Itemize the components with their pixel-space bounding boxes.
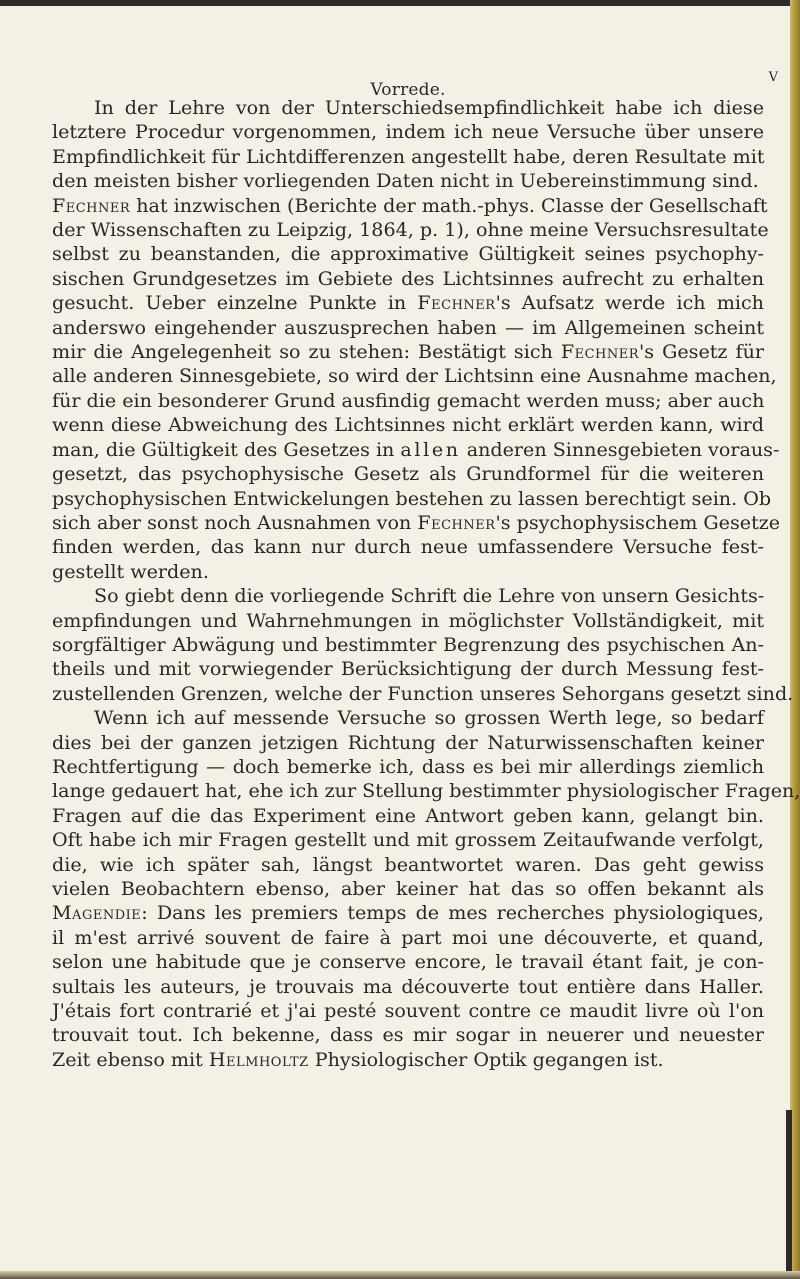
text-segment: Zeit ebenso mit (52, 1047, 209, 1071)
text-line (52, 950, 764, 974)
text-segment: der Wissenschaften zu Leipzig, 1864, p. 1), ohne meine Versuchsresultate (52, 218, 769, 242)
text-line (52, 218, 769, 242)
text-line (52, 828, 764, 852)
text-line (52, 316, 764, 340)
text-line (52, 1023, 764, 1047)
text-segment: psychophysischen Entwickelungen bestehen zu lassen berechtigt sein. Ob (52, 486, 772, 510)
text-line (52, 96, 764, 120)
text-segment: alle anderen Sinnesgebiete, so wird der Lichtsinn eine Ausnahme machen, (52, 364, 777, 388)
text-segment: Rechtfertigung — doch bemerke ich, dass es bei mir allerdings ziemlich (52, 754, 764, 778)
text-line (52, 267, 764, 291)
text-line (52, 804, 764, 828)
text-segment: 's Gesetz für (639, 340, 764, 364)
text-segment: theils und mit vorwiegender Berücksichtigung der durch Messung fest- (52, 657, 764, 681)
text-line (52, 609, 764, 633)
author-name: Helmholtz (208, 1047, 309, 1071)
text-segment: wenn diese Abweichung des Lichtsinnes nicht erklärt werden kann, wird (52, 413, 764, 437)
text-line (52, 853, 764, 877)
text-line (52, 975, 764, 999)
text-segment: Fragen auf die das Experiment eine Antwort geben kann, gelangt bin. (52, 803, 764, 827)
text-line (52, 364, 777, 388)
text-segment: In der Lehre von der Unterschiedsempfindlichkeit habe ich diese (94, 96, 764, 119)
text-segment: den meisten bisher vorliegenden Daten nicht in Uebereinstimmung sind. (52, 169, 759, 193)
text-line (52, 681, 794, 706)
text-segment: Physiologischer Optik gegangen ist. (308, 1047, 664, 1071)
text-segment: gestellt werden. (52, 559, 209, 583)
text-line (52, 1048, 764, 1072)
text-line (52, 877, 764, 901)
text-segment: dies bei der ganzen jetzigen Richtung der Naturwissenschaften keiner (52, 730, 764, 754)
emphasized-word: allen (400, 437, 461, 461)
text-line (52, 755, 764, 779)
text-line (52, 120, 764, 144)
text-line (52, 657, 764, 681)
text-line (52, 633, 764, 657)
text-segment: 's Aufsatz werde ich mich (495, 291, 764, 315)
author-name: Fechner (417, 510, 496, 534)
text-segment: finden werden, das kann nur durch neue umfassendere Versuche fest- (52, 535, 764, 559)
text-segment: gesucht. Ueber einzelne Punkte in (52, 291, 418, 315)
text-segment: sultais les auteurs, je trouvais ma découverte tout entière dans Haller. (52, 974, 764, 998)
page-number: V (768, 70, 778, 85)
text-line (52, 462, 764, 486)
text-segment: Oft habe ich mir Fragen gestellt und mit grossem Zeitaufwande verfolgt, (52, 828, 764, 852)
text-line (52, 731, 764, 755)
text-segment: letztere Procedur vorgenommen, indem ich neue Versuche über unsere (52, 120, 764, 144)
text-line (52, 437, 780, 462)
author-name: Magendie (52, 901, 142, 925)
text-line (52, 560, 764, 584)
text-segment: lange gedauert hat, ehe ich zur Stellung bestimmter physiologischer Fragen, (52, 779, 800, 803)
text-segment: für die ein besonderer Grund ausfindig gemacht werden muss; aber auch (52, 388, 765, 412)
text-line (52, 169, 764, 193)
text-segment: : Dans les premiers temps de mes recherches physiologiques, (141, 901, 764, 925)
text-line (52, 145, 764, 169)
text-segment: il m'est arrivé souvent de faire à part moi une découverte, et quand, (52, 925, 764, 949)
text-segment: empfindungen und Wahrnehmungen in möglichster Vollständigkeit, mit (52, 608, 764, 632)
text-line (52, 706, 764, 730)
body-text (52, 96, 800, 1072)
text-segment: zustellenden Grenzen, welche der Function unseres Sehorgans gesetzt sind. (52, 681, 794, 705)
text-segment: 's psychophysischem Gesetze (495, 510, 781, 534)
text-segment: J'étais fort contrarié et j'ai pesté souvent contre ce maudit livre où l'on (52, 999, 764, 1023)
text-line (52, 901, 764, 925)
running-title: Vorrede. (370, 80, 446, 100)
text-line (52, 926, 764, 950)
text-line (52, 242, 764, 266)
text-segment: trouvait tout. Ich bekenne, dass es mir sogar in neuerer und neuester (52, 1023, 764, 1047)
text-segment: anderswo eingehender auszusprechen haben — im Allgemeinen scheint (52, 315, 764, 339)
page-right-edge (790, 0, 800, 1279)
author-name: Fechner (52, 193, 131, 217)
author-name: Fechner (560, 340, 640, 364)
text-segment: selbst zu beanstanden, die approximative Gültigkeit seines psychophy- (52, 242, 764, 266)
text-segment: So giebt denn die vorliegende Schrift die Lehre von unsern Gesichts- (94, 584, 765, 608)
page-top-edge (0, 0, 800, 6)
text-segment: Empfindlichkeit für Lichtdifferenzen angestellt habe, deren Resultate mit (52, 144, 765, 168)
text-line (52, 584, 764, 608)
text-segment: mir die Angelegenheit so zu stehen: Bestätigt sich (52, 340, 561, 364)
page-bottom-edge (0, 1271, 800, 1279)
text-line (52, 779, 800, 803)
text-line (52, 535, 764, 559)
text-segment: selon une habitude que je conserve encore, le travail étant fait, je con- (52, 950, 764, 974)
text-segment: sorgfältiger Abwägung und bestimmter Begrenzung des psychischen An- (52, 632, 764, 656)
text-segment: hat inzwischen (Berichte der math.-phys. Classe der Gesellschaft (130, 193, 768, 217)
text-line (52, 340, 764, 364)
text-segment: man, die Gültigkeit des Gesetzes in (52, 437, 401, 461)
text-segment: die, wie ich später sah, längst beantwortet waren. Das geht gewiss (52, 852, 764, 876)
author-name: Fechner (417, 291, 496, 315)
text-line (52, 510, 781, 535)
text-line (52, 486, 772, 511)
text-line (52, 413, 764, 437)
text-segment: anderen Sinnesgebieten voraus- (460, 437, 780, 461)
text-segment: Wenn ich auf messende Versuche so grossen Werth lege, so bedarf (94, 706, 764, 730)
text-line (52, 999, 764, 1023)
text-segment: gesetzt, das psychophysische Gesetz als Grundformel für die weiteren (52, 462, 764, 486)
text-line (52, 389, 764, 413)
text-segment: sich aber sonst noch Ausnahmen von (52, 510, 418, 534)
text-line (52, 193, 768, 218)
text-line (52, 291, 764, 315)
text-segment: sischen Grundgesetzes im Gebiete des Lichtsinnes aufrecht zu erhalten (52, 266, 764, 290)
text-segment: vielen Beobachtern ebenso, aber keiner hat das so offen bekannt als (52, 877, 764, 900)
page-right-shadow (786, 1110, 792, 1279)
